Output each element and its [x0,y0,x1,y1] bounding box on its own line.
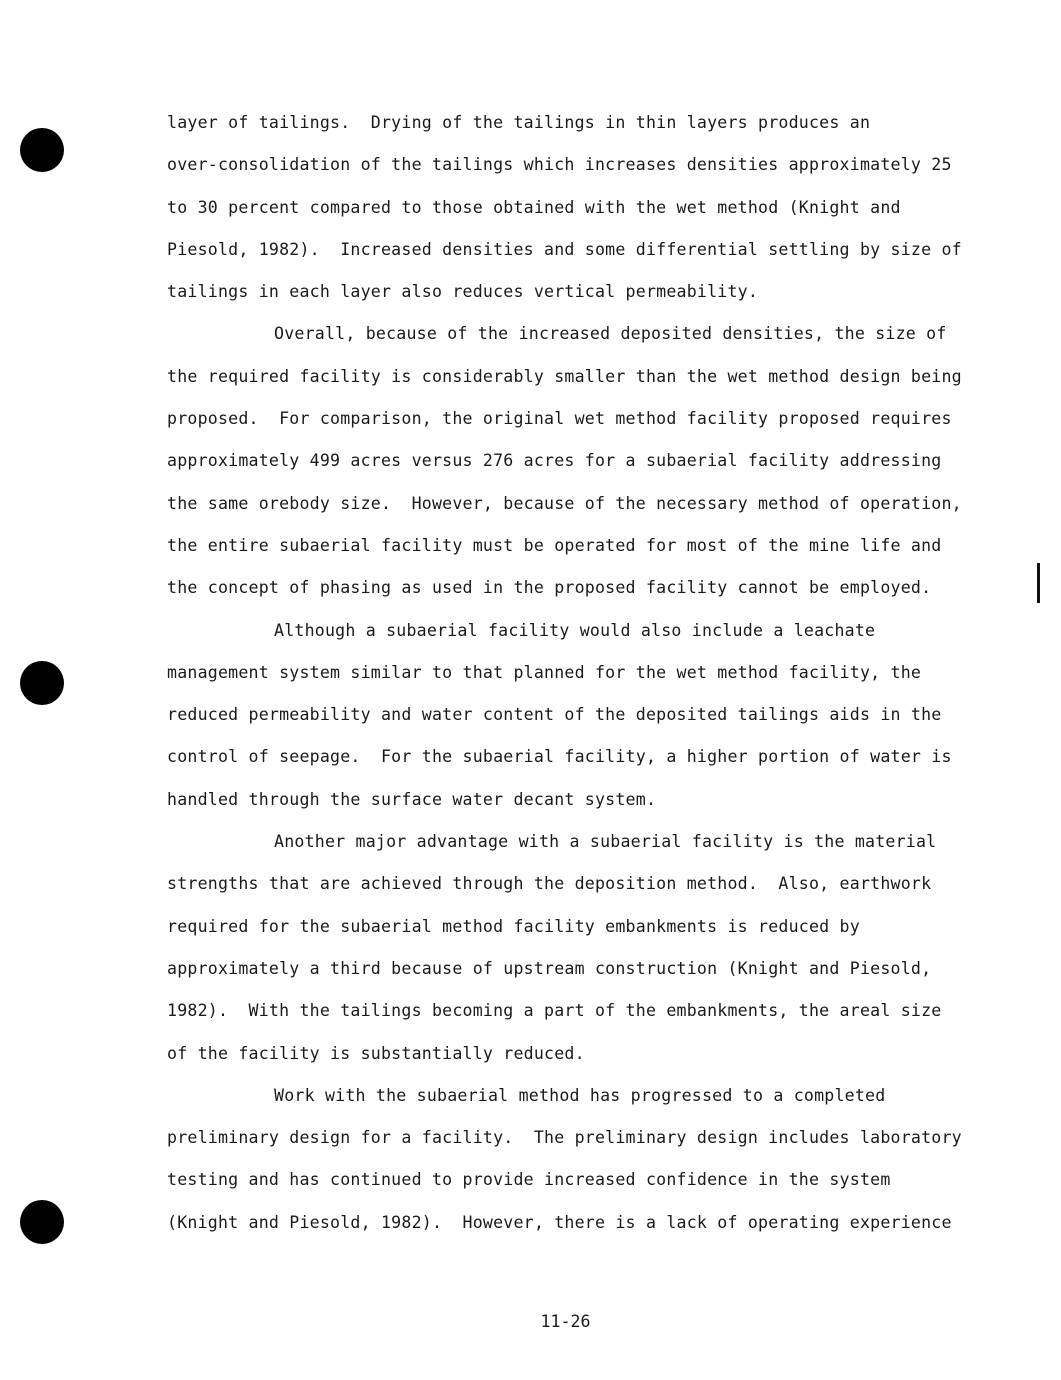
text-line: reduced permeability and water content of the deposited tailings aids in the [167,705,942,725]
text-line: (Knight and Piesold, 1982). However, there is a lack of operating experience [167,1212,952,1232]
text-line: layer of tailings. Drying of the tailings in thin layers produces an [167,113,871,132]
text-line: management system similar to that planned for the wet method facility, the [167,662,922,682]
text-line: tailings in each layer also reduces vertical permeability. [167,282,759,302]
text-line: required for the subaerial method facility embankments is reduced by [167,916,860,936]
page-number: 11-26 [540,1312,591,1331]
punch-hole [20,1200,64,1244]
body-text [167,102,1007,1244]
text-line: approximately 499 acres versus 276 acres for a subaerial facility addressing [167,451,942,471]
text-line: proposed. For comparison, the original wet method facility proposed requires [167,409,952,429]
text-line: approximately a third because of upstream construction (Knight and Piesold, [167,958,932,978]
text-line: to 30 percent compared to those obtained with the wet method (Knight and [167,197,901,217]
paragraph-first-line: Overall, because of the increased deposited densities, the size of [274,324,947,344]
text-line: Piesold, 1982). Increased densities and some differential settling by size of [167,239,962,259]
text-line: the required facility is considerably smaller than the wet method design being [167,366,962,386]
text-line: over-consolidation of the tailings which increases densities approximately 25 [167,155,952,175]
text-line: handled through the surface water decant system. [167,789,657,809]
text-line: of the facility is substantially reduced. [167,1043,585,1063]
punch-hole [20,661,64,705]
text-line: 1982). With the tailings becoming a part of the embankments, the areal size [167,1001,942,1021]
text-line: the entire subaerial facility must be operated for most of the mine life and [167,535,942,555]
text-line: preliminary design for a facility. The preliminary design includes laboratory [167,1128,962,1148]
paragraph-first-line: Work with the subaerial method has progressed to a completed [274,1085,886,1105]
text-line: testing and has continued to provide increased confidence in the system [167,1170,891,1190]
text-line: control of seepage. For the subaerial facility, a higher portion of water is [167,747,952,767]
text-line: strengths that are achieved through the deposition method. Also, earthwork [167,874,932,894]
paragraph-first-line: Another major advantage with a subaerial facility is the material [274,832,937,852]
punch-hole [20,128,64,172]
text-line: the same orebody size. However, because of the necessary method of operation, [167,493,962,513]
revision-margin-bar [1037,563,1040,603]
paragraph-first-line: Although a subaerial facility would also include a leachate [274,620,876,640]
text-line: the concept of phasing as used in the proposed facility cannot be employed. [167,578,932,598]
